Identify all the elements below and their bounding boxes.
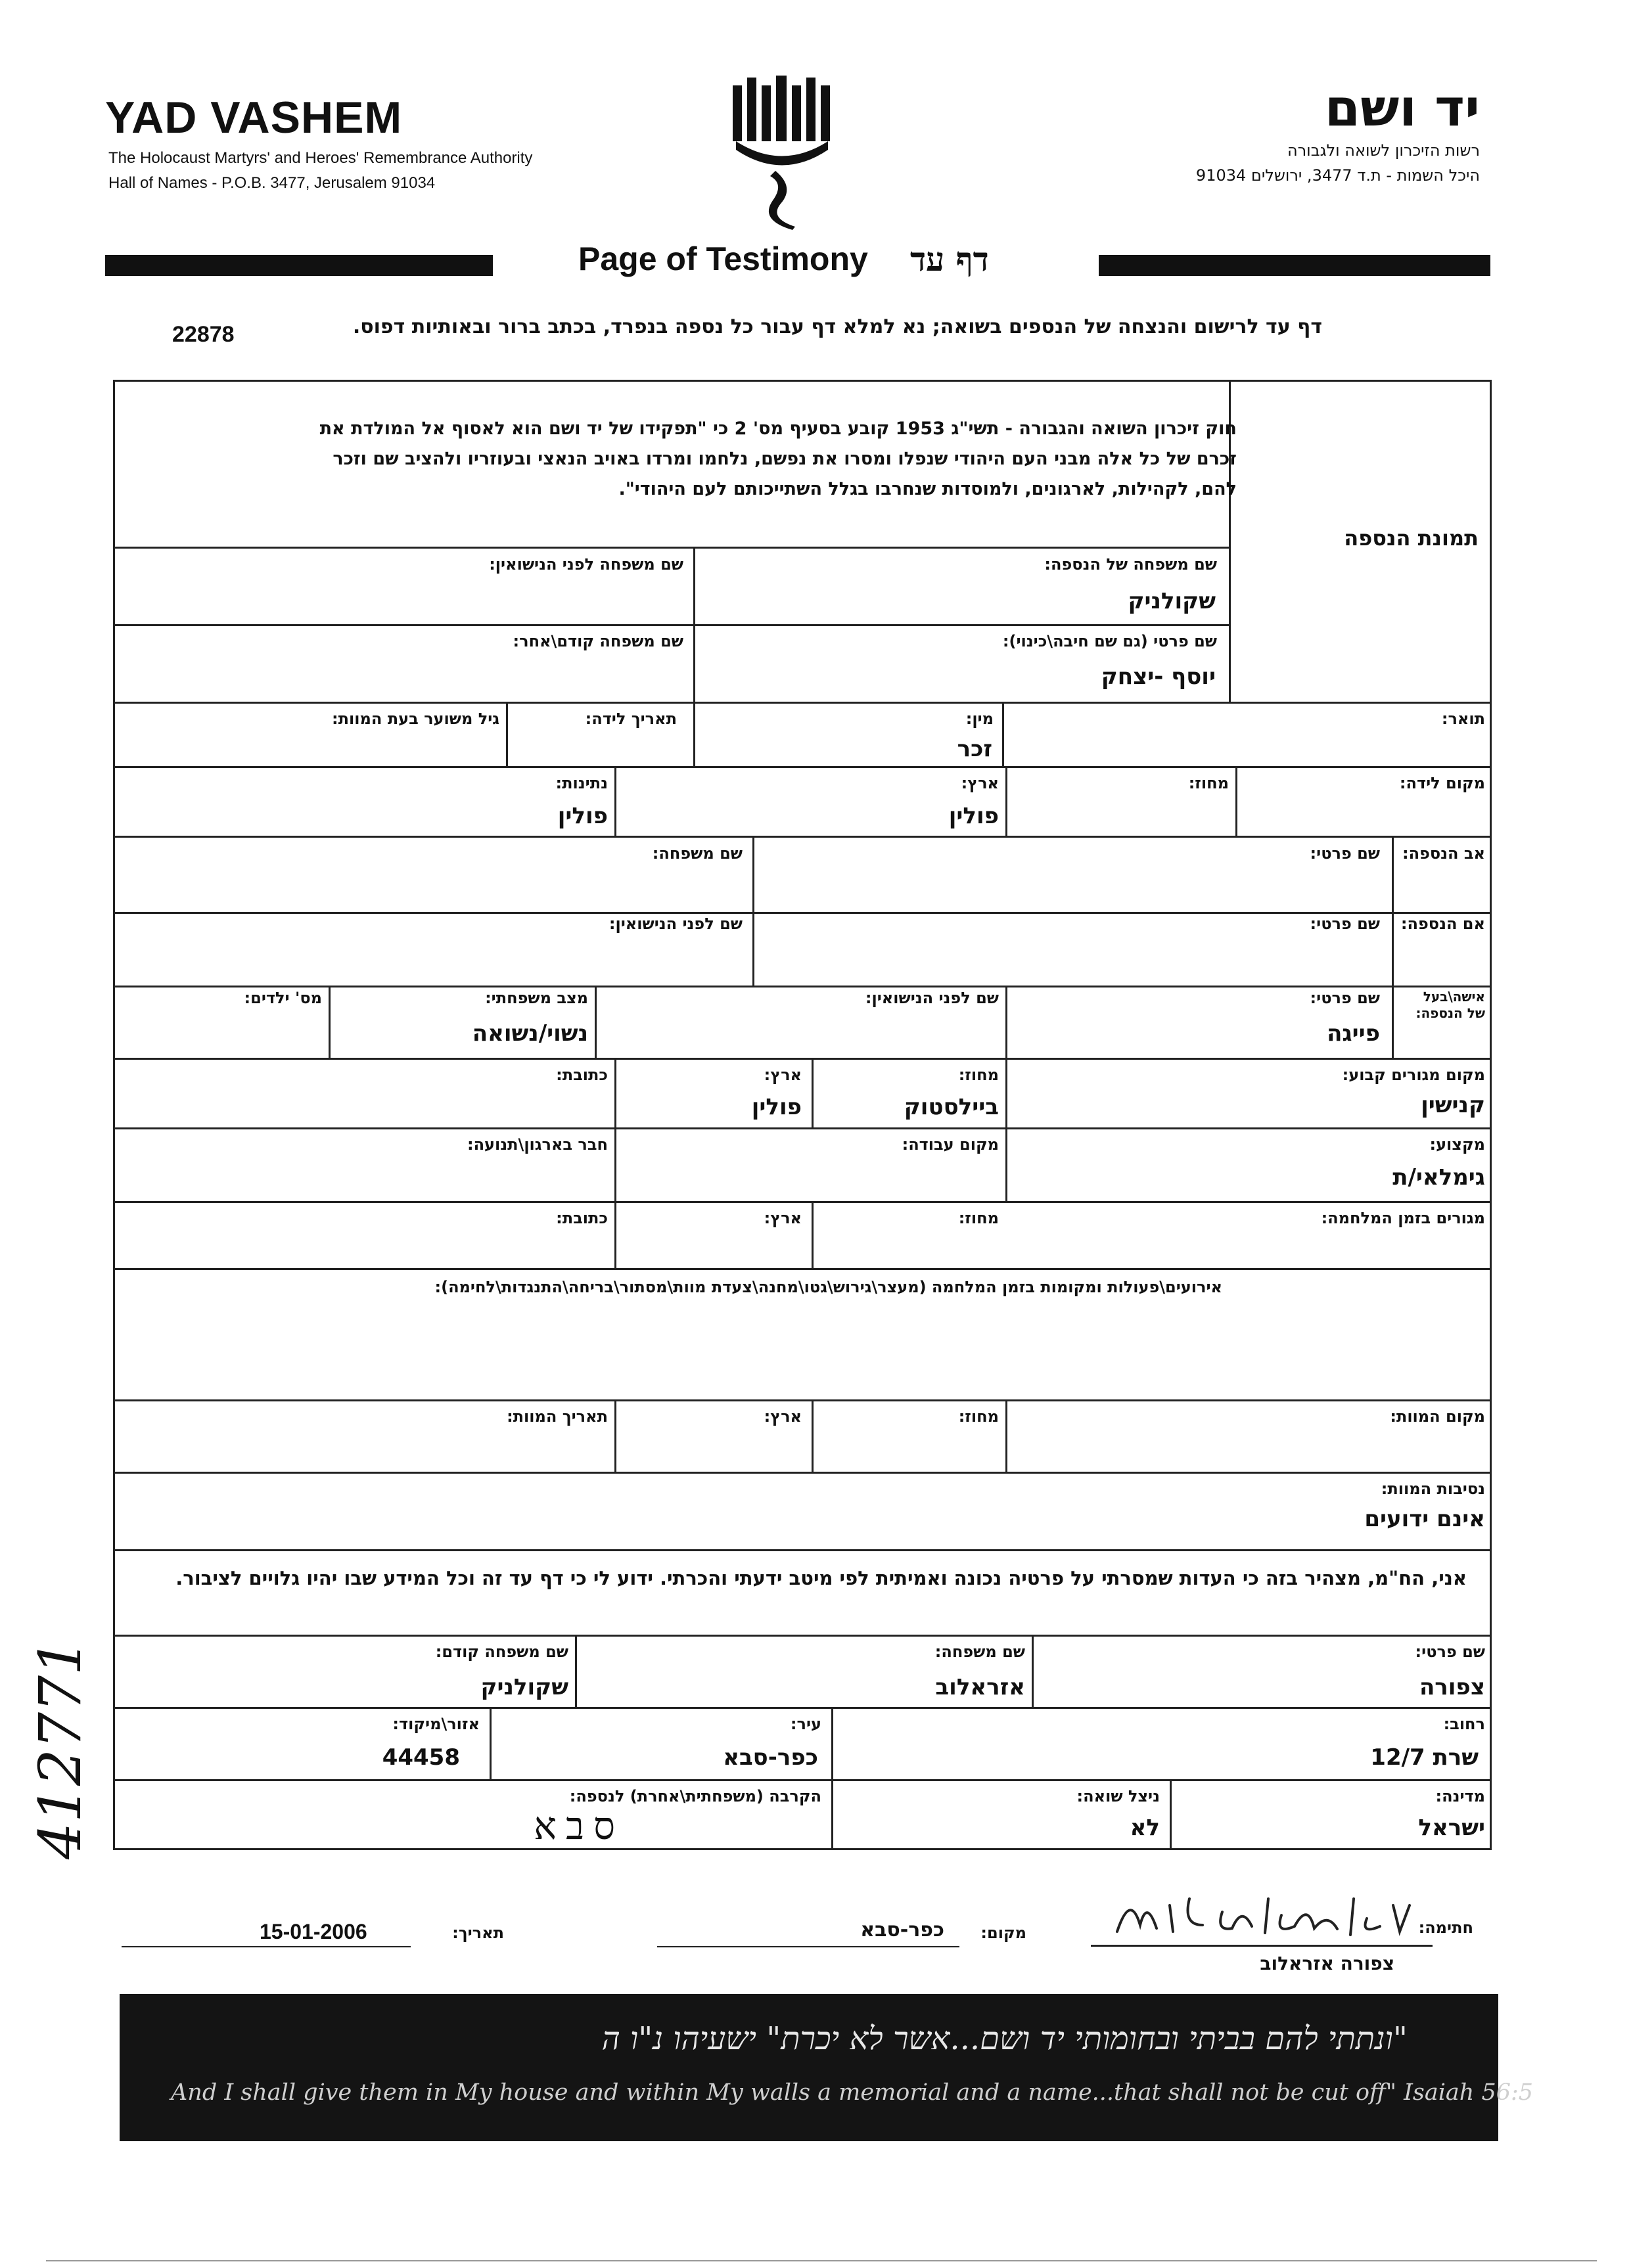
spouse-label-line2: של הנספה: xyxy=(1415,1005,1485,1021)
menorah-logo-icon xyxy=(729,72,835,230)
grid-line xyxy=(113,1268,1492,1270)
form-number: 22878 xyxy=(172,322,235,347)
grid-line xyxy=(113,1707,1492,1709)
relation-label: הקרבה (משפחתית\אחרת) לנספה: xyxy=(569,1787,821,1805)
father-last-name-label: שם משפחה: xyxy=(652,844,743,863)
residence-label: מקום מגורים קבוע: xyxy=(1342,1066,1485,1084)
marital-status-label: מצב משפחתי: xyxy=(485,989,588,1007)
prev-last-name-label: שם משפחה קודם\אחר: xyxy=(513,632,683,650)
org-subtitle-en xyxy=(108,146,532,196)
date-label: תאריך: xyxy=(452,1924,504,1942)
children-count-label: מס' ילדים: xyxy=(244,989,322,1007)
grid-line xyxy=(812,1058,814,1127)
grid-line xyxy=(614,1399,616,1472)
grid-line xyxy=(113,1201,1492,1203)
birth-date-label: תאריך לידה: xyxy=(585,710,677,728)
spouse-label-line1: אישה\בעל xyxy=(1423,989,1485,1005)
page-bottom-line xyxy=(46,2260,1597,2261)
marital-status-field[interactable]: נשוי/נשואה xyxy=(472,1020,588,1047)
grid-line xyxy=(614,1058,616,1268)
grid-line xyxy=(113,912,1492,914)
header-bar-right xyxy=(1099,255,1490,276)
grid-line xyxy=(812,1399,814,1472)
signature-label: חתימה: xyxy=(1418,1918,1473,1937)
grid-line xyxy=(113,986,1492,987)
org-subtitle-he xyxy=(1196,138,1480,188)
victim-last-name-field[interactable]: שקולניק xyxy=(1128,588,1216,614)
place-field[interactable]: כפר-סבא xyxy=(860,1918,944,1941)
survivor-field[interactable]: לא xyxy=(1130,1815,1160,1841)
first-name-label: שם פרטי (גם שם חיבה\כינוי): xyxy=(1002,632,1217,650)
residence-region-field[interactable]: ביילסטוק xyxy=(904,1094,999,1120)
org-subtitle-he-line2: היכל השמות - ת.ד 3477, ירושלים 91034 xyxy=(1195,166,1480,185)
page-title-he: דף עד xyxy=(910,240,989,279)
grid-line xyxy=(1002,702,1004,767)
profession-label: מקצוע: xyxy=(1429,1135,1485,1154)
grid-line xyxy=(113,702,1492,704)
submitter-city-field[interactable]: כפר-סבא xyxy=(723,1744,818,1771)
quote-english: And I shall give them in My house and within My walls a memorial and a name...that shall not be cut off" Isaiah 56:5 xyxy=(171,2079,1534,2106)
war-address-label: כתובת: xyxy=(556,1209,608,1227)
death-date-label: תאריך המוות: xyxy=(507,1407,608,1426)
residence-field[interactable]: קנישין xyxy=(1421,1092,1485,1118)
submitter-prev-last-name-label: שם משפחה קודם: xyxy=(435,1643,568,1661)
death-country-label: ארץ: xyxy=(764,1407,802,1426)
grid-line xyxy=(113,1779,1492,1781)
grid-line xyxy=(812,1201,814,1268)
residence-country-field[interactable]: פולין xyxy=(751,1094,802,1120)
place-label: מקום: xyxy=(980,1924,1026,1942)
survivor-label: ניצל שואה: xyxy=(1076,1787,1160,1805)
war-events-label: אירועים\פעולות ומקומות בזמן המלחמה (מעצר\גירוש\גטו\מחנה\צעדת מוות\מסתור\בריחה\התנגדות\לחימה): xyxy=(434,1278,1222,1296)
residence-region-label: מחוז: xyxy=(958,1066,999,1084)
grid-line xyxy=(1235,766,1237,836)
grid-line xyxy=(113,1058,1492,1060)
date-field[interactable]: 15-01-2006 xyxy=(260,1920,367,1943)
org-name-he: יד ושם xyxy=(1324,79,1480,138)
submitter-city-label: עיר: xyxy=(790,1715,821,1733)
submitter-zip-label: אזור\מיקוד: xyxy=(392,1715,480,1733)
birth-region-label: מחוז: xyxy=(1188,774,1229,792)
submitter-first-name-label: שם פרטי: xyxy=(1415,1643,1485,1661)
form-instructions: דף עד לרישום והנצחה של הנספים בשואה; נא למלא דף עבור כל נספה בנפרד, בכתב ברור ובאותיות דפוס. xyxy=(352,315,1322,338)
war-residence-label: מגורים בזמן המלחמה: xyxy=(1321,1209,1485,1227)
death-region-label: מחוז: xyxy=(958,1407,999,1426)
grid-line xyxy=(831,1707,833,1779)
header-bar-left xyxy=(105,255,493,276)
grid-line xyxy=(329,986,331,1058)
grid-line xyxy=(1005,766,1007,836)
death-place-label: מקום המוות: xyxy=(1390,1407,1485,1426)
org-subtitle-en-line2: Hall of Names - P.O.B. 3477, Jerusalem 91034 xyxy=(108,174,436,192)
grid-line xyxy=(113,766,1492,768)
margin-handwritten-number: 412771 xyxy=(26,1639,94,1859)
grid-line xyxy=(831,1779,833,1850)
grid-line xyxy=(113,1399,1492,1401)
relation-field[interactable]: סבא xyxy=(534,1803,624,1848)
grid-line xyxy=(113,624,1230,626)
org-subtitle-he-line1: רשות הזיכרון לשואה ולגבורה xyxy=(1287,141,1480,160)
grid-line xyxy=(1392,986,1394,1058)
father-label: אב הנספה: xyxy=(1402,844,1485,863)
maiden-name-label: שם משפחה לפני הנישואין: xyxy=(489,555,683,574)
first-name-field[interactable]: יוסף -יצחק xyxy=(1101,664,1216,690)
submitter-last-name-label: שם משפחה: xyxy=(934,1643,1025,1661)
death-circumstances-field[interactable]: אינם ידועים xyxy=(1364,1506,1485,1532)
residence-address-label: כתובת: xyxy=(556,1066,608,1084)
quote-banner xyxy=(120,1994,1498,2141)
submitter-last-name-field[interactable]: אזראלוב xyxy=(935,1674,1025,1700)
grid-line xyxy=(1032,1635,1034,1707)
signature-line xyxy=(1091,1945,1433,1947)
profession-field[interactable]: גימלאי/ת xyxy=(1392,1164,1485,1191)
photo-label: תמונת הנספה xyxy=(1344,526,1479,551)
org-member-label: חבר בארגון\תנועה: xyxy=(467,1135,608,1154)
gender-label: מין: xyxy=(965,710,994,728)
submitter-zip-field[interactable]: 44458 xyxy=(382,1744,460,1771)
nationality-field[interactable]: פולין xyxy=(557,803,608,829)
grid-line xyxy=(595,986,597,1058)
death-circumstances-label: נסיבות המוות: xyxy=(1381,1480,1485,1498)
grid-line xyxy=(113,836,1492,838)
date-line xyxy=(122,1946,411,1947)
mother-first-name-label: שם פרטי: xyxy=(1310,915,1380,933)
father-first-name-label: שם פרטי: xyxy=(1310,844,1380,863)
war-country-label: ארץ: xyxy=(764,1209,802,1227)
age-at-death-label: גיל משוער בעת המוות: xyxy=(332,710,499,728)
page-title-en: Page of Testimony xyxy=(578,240,868,277)
declaration-text: אני, הח"מ, מצהיר בזה כי העדות שמסרתי על פרטיה נכונה ואמיתית לפי מיטב ידעתי והכרתי. ידוע לי כי דף עד זה וכל המידע שבו יהיו גלויים לציבור. xyxy=(175,1567,1467,1589)
submitter-street-label: רחוב: xyxy=(1443,1715,1485,1733)
mother-maiden-name-label: שם לפני הנישואין: xyxy=(609,915,743,933)
grid-line xyxy=(113,1549,1492,1551)
workplace-label: מקום עבודה: xyxy=(902,1135,999,1154)
grid-line xyxy=(490,1707,492,1779)
grid-line xyxy=(1005,1399,1007,1472)
victim-last-name-label: שם משפחה של הנספה: xyxy=(1044,555,1217,574)
title-label: תואר: xyxy=(1441,710,1485,728)
submitter-first-name-field[interactable]: צפורה xyxy=(1419,1674,1485,1700)
grid-line xyxy=(693,547,695,767)
grid-line xyxy=(575,1635,577,1707)
law-text: חוק זיכרון השואה והגבורה - תשי"ג 1953 קובע בסעיף מס' 2 כי "תפקידו של יד ושם הוא לאסוף אל המולדת את זכרם של כל אלה מבני העם היהודי שנפלו ומסרו את נפשם, נלחמו ומרדו באויב הנאצי ובעוזריו ולהציב שם וזכר להם, לקהילות, לארגונים, ולמוסדות שנחרבו בגלל השתייכותם לעם היהודי". xyxy=(319,419,1237,499)
residence-country-label: ארץ: xyxy=(764,1066,802,1084)
place-line xyxy=(657,1946,959,1947)
submitter-prev-last-name-field[interactable]: שקולניק xyxy=(480,1674,568,1700)
quote-hebrew: "ונתתי להם בביתי ובחומותי יד ושם...אשר לא יכרת" ישעיהו נ"ו ה xyxy=(601,2020,1408,2057)
handwritten-signature-icon xyxy=(1111,1886,1419,1945)
submitter-country-field[interactable]: ישראל xyxy=(1418,1815,1485,1841)
submitter-country-label: מדינה: xyxy=(1435,1787,1485,1805)
submitter-street-field[interactable]: שרת 12/7 xyxy=(1370,1744,1479,1771)
gender-field[interactable]: זכר xyxy=(957,736,992,762)
grid-line xyxy=(1005,986,1007,1202)
spouse-first-name-field[interactable]: פייגה xyxy=(1327,1020,1380,1047)
birthplace-label: מקום לידה: xyxy=(1399,774,1485,792)
war-region-label: מחוז: xyxy=(958,1209,999,1227)
org-name-en: YAD VASHEM xyxy=(105,93,403,143)
grid-line xyxy=(614,766,616,836)
grid-line xyxy=(1392,836,1394,986)
grid-line xyxy=(113,1635,1492,1637)
spouse-maiden-name-label: שם לפני הנישואין: xyxy=(865,989,999,1007)
birth-country-field[interactable]: פולין xyxy=(948,803,999,829)
nationality-label: נתינות: xyxy=(555,774,608,792)
grid-line xyxy=(1170,1779,1172,1850)
grid-line xyxy=(752,836,754,986)
grid-line xyxy=(113,547,1230,549)
signer-name: צפורה אזראלוב xyxy=(1260,1953,1394,1974)
form-frame xyxy=(113,380,1492,1850)
birth-country-label: ארץ: xyxy=(961,774,999,792)
grid-line xyxy=(113,1127,1492,1129)
spouse-first-name-label: שם פרטי: xyxy=(1310,989,1380,1007)
mother-label: אם הנספה: xyxy=(1400,915,1485,933)
org-subtitle-en-line1: The Holocaust Martyrs' and Heroes' Remembrance Authority xyxy=(108,149,533,167)
grid-line xyxy=(113,1472,1492,1474)
grid-line xyxy=(506,702,508,767)
